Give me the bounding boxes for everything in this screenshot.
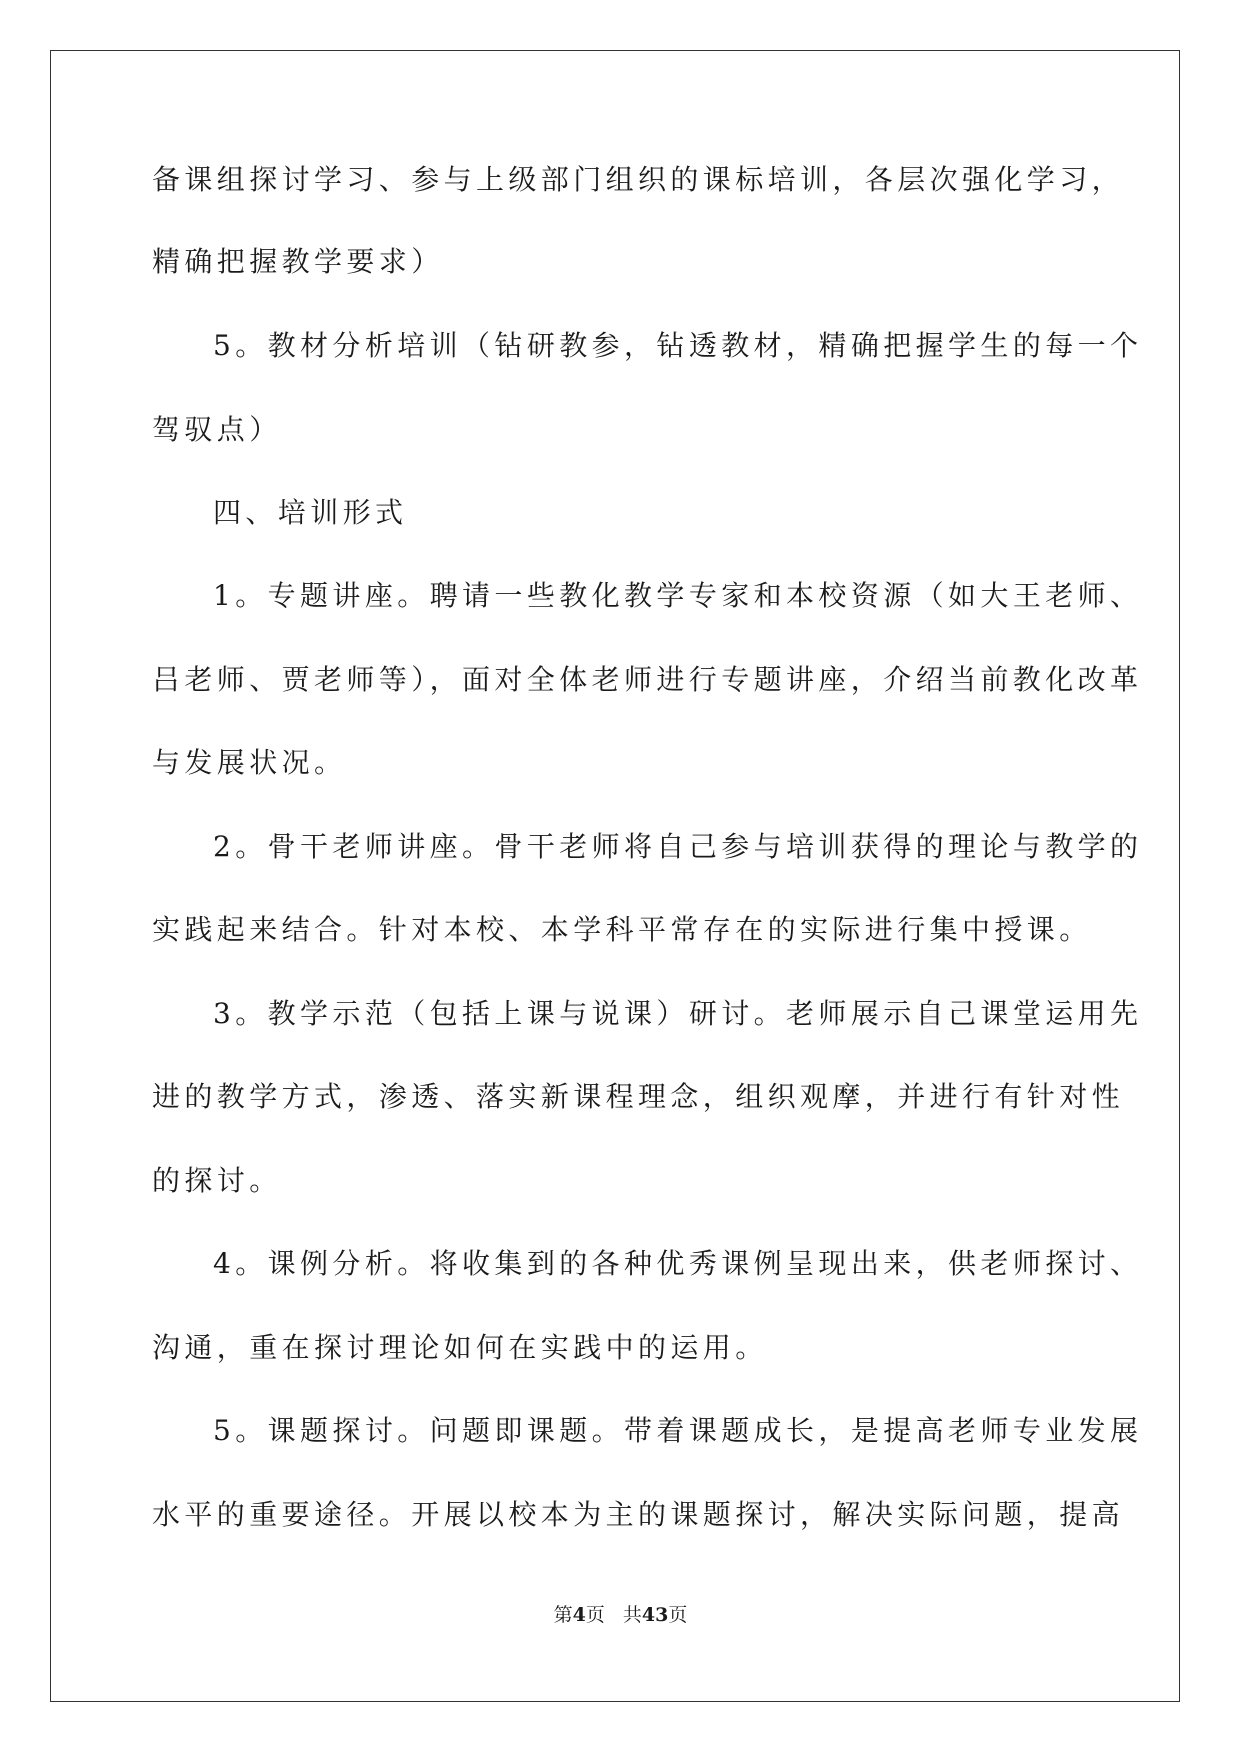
text-line: 水平的重要途径。开展以校本为主的课题探讨，解决实际问题，提高 [152,1498,1125,1531]
text-line: 与发展状况。 [152,746,347,779]
paragraph-first-line: 5。教材分析培训（钻研教参，钻透教材，精确把握学生的每一个 [213,329,1143,362]
text-line: 进的教学方式，渗透、落实新课程理念，组织观摩，并进行有针对性 [152,1080,1125,1113]
text-line: 沟通，重在探讨理论如何在实践中的运用。 [152,1331,768,1364]
text-line: 实践起来结合。针对本校、本学科平常存在的实际进行集中授课。 [152,913,1092,946]
page-border [50,50,1180,1702]
page-number: 4 [572,1604,586,1626]
paragraph-first-line: 5。课题探讨。问题即课题。带着课题成长，是提高老师专业发展 [213,1414,1143,1447]
paragraph-first-line: 3。教学示范（包括上课与说课）研讨。老师展示自己课堂运用先 [213,997,1143,1030]
text-line: 的探讨。 [152,1164,282,1197]
text-line: 吕老师、贾老师等），面对全体老师进行专题讲座，介绍当前教化改革 [152,663,1143,696]
paragraph-first-line: 1。专题讲座。聘请一些教化教学专家和本校资源（如大王老师、 [213,579,1143,612]
paragraph-first-line: 2。骨干老师讲座。骨干老师将自己参与培训获得的理论与教学的 [213,830,1143,863]
page-suffix: 页 [585,1604,605,1626]
total-suffix: 页 [668,1604,688,1626]
text-line: 备课组探讨学习、参与上级部门组织的课标培训，各层次强化学习， [152,163,1125,196]
total-prefix: 共 [622,1604,642,1626]
page-prefix: 第 [553,1604,573,1626]
text-line: 精确把握教学要求） [152,245,444,278]
text-line: 驾驭点） [152,413,282,446]
section-heading: 四、培训形式 [213,496,408,529]
paragraph-first-line: 4。课例分析。将收集到的各种优秀课例呈现出来，供老师探讨、 [213,1247,1143,1280]
page-footer [0,1600,1241,1627]
total-pages: 43 [641,1604,669,1626]
